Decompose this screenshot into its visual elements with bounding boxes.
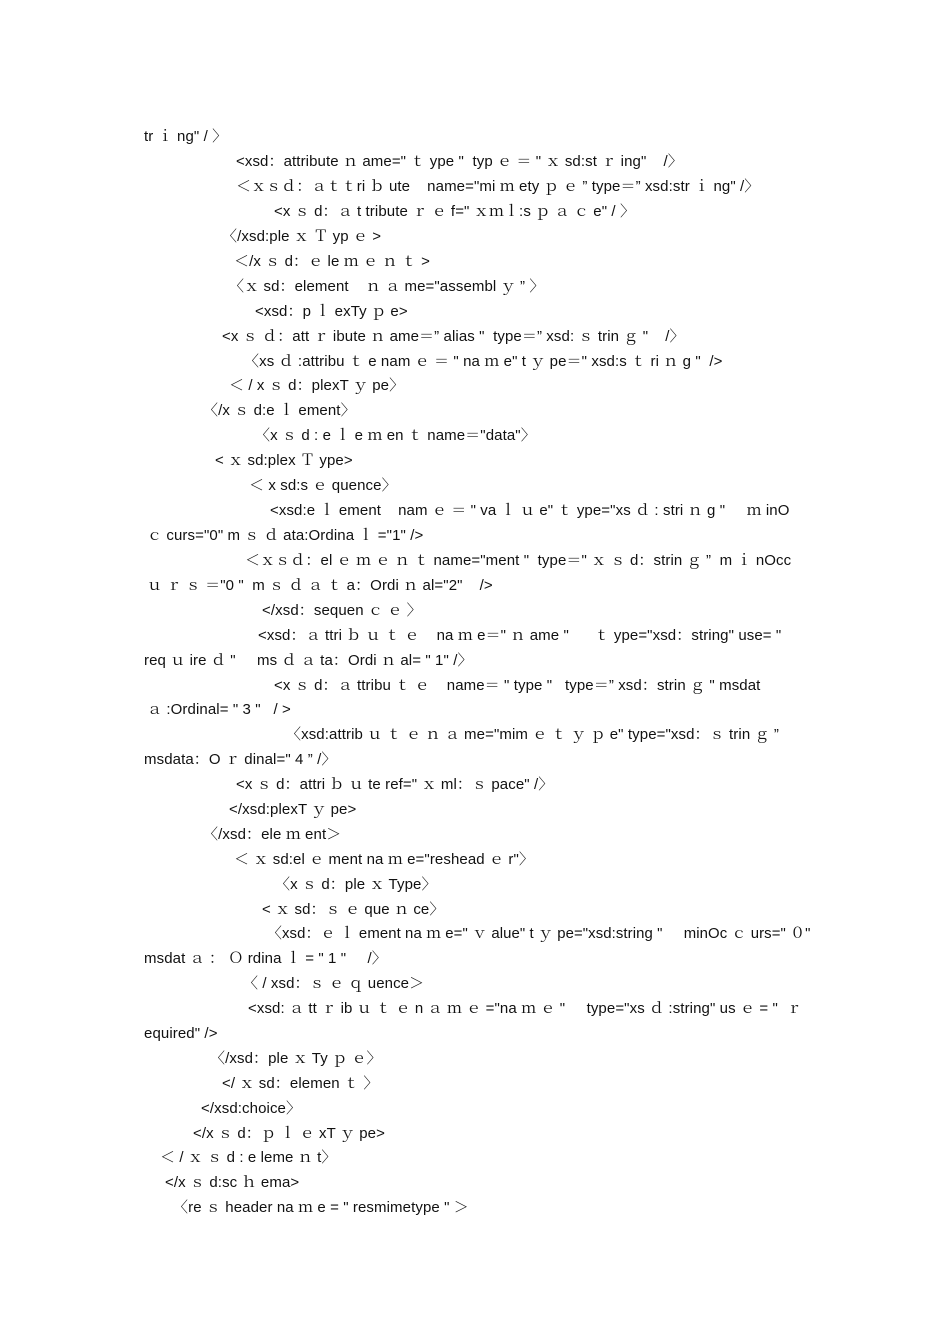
code-line: msdat ａ ： Ｏ rdina ｌ = " 1 " /〉 [144,950,387,967]
code-line: </xsd:plexT ｙ pe> [229,801,357,818]
code-line: 〈/xsd:ple ｘ Ｔ yp ｅ > [222,228,382,245]
code-line: ＜ｘｓｄ：el ｅ ｍ ｅ ｎ ｔ name="ment " type＝" ｘ ｓ d：strin ｇ ” m ｉ nOcc [245,552,792,569]
code-line: <xsd: ａ tt ｒ ib ｕ ｔ ｅ n ａ ｍ ｅ ="na ｍ ｅ " type="xs ｄ :string" us ｅ = " ｒ [248,1000,802,1017]
code-line: 〈/xsd：ele ｍ ent＞ [203,826,342,843]
code-line: <x ｓ d：ａ t tribute ｒ ｅ f=" ｘｍｌ:s ｐ ａ ｃ e" / 〉 [274,203,636,220]
code-line: 〈x ｓ d：ple ｘ Type〉 [275,876,437,893]
code-line: < ｘ sd：ｓ ｅ que ｎ ce〉 [262,901,445,918]
code-line: </xsd：sequen ｃ ｅ 〉 [262,602,422,619]
code-line: 〈xsd:attrib ｕ ｔ ｅ ｎ ａ me="mim ｅ ｔ ｙ ｐ e" type="xsd：ｓ trin ｇ ” [286,726,779,743]
code-line: equired" /> [144,1025,218,1042]
code-line: 〈ｘ sd：element ｎ ａ me="assembl ｙ ” 〉 [229,278,545,295]
code-line: 〈xs ｄ :attribu ｔ e nam ｅ ＝ " na ｍ e" t ｙ pe＝" xsd:s ｔ ri ｎ g " /> [244,353,723,370]
code-line: 〈/x ｓ d:e ｌ ement〉 [203,402,356,419]
code-line: tr ｉ ng" / 〉 [144,128,228,145]
code-line: <xsd：attribute ｎ ame=" ｔ ype " typ ｅ ＝ " ｘ sd:st ｒ ing" /〉 [236,153,683,170]
code-line: </ ｘ sd：elemen ｔ 〉 [222,1075,379,1092]
code-line: 〈xsd：ｅ ｌ ement na ｍ e=" ｖ alue" t ｙ pe="xsd:string " minOc ｃ urs=" ０" [267,925,811,942]
code-line: <x ｓ ｄ：att ｒ ibute ｎ ame＝” alias " type＝” xsd: ｓ trin ｇ " /〉 [222,328,685,345]
code-line: <xsd:e ｌ ement nam ｅ ＝ " va ｌ ｕ e" ｔ ype="xs ｄ : stri ｎ g " ｍ inO [270,502,790,519]
code-line: ＜ / ｘ ｓ d : e leme ｎ t〉 [160,1149,337,1166]
code-line: msdata：O ｒ dinal=" 4 ” /〉 [144,751,337,768]
code-line: 〈/xsd：ple ｘ Ty ｐ ｅ〉 [210,1050,382,1067]
code-line: </x ｓ d:sc ｈ ema> [165,1174,300,1191]
code-line: ｃ curs="0" m ｓ ｄ ata:Ordina ｌ ="1" /> [147,527,424,544]
code-line: ＜ ｘ sd:el ｅ ment na ｍ e="reshead ｅ r"〉 [234,851,534,868]
code-line: <x ｓ d：ａ ttribu ｔ ｅ name＝ " type " type＝” xsd：strin ｇ " msdat [274,677,761,694]
code-line: 〈x ｓ d : e ｌ e ｍ en ｔ name＝"data"〉 [255,427,536,444]
code-line: ＜ x sd:s ｅ quence〉 [249,477,397,494]
code-line: <x ｓ d：attri ｂ ｕ te ref=" ｘ ml：ｓ pace" /〉 [236,776,554,793]
code-line: ＜/x ｓ d：ｅ le ｍ ｅ ｎ ｔ > [234,253,430,270]
code-line: < ｘ sd:plex Ｔ ype> [215,452,353,469]
code-line: ｕ ｒ ｓ ＝"0 " m ｓ ｄ ａ ｔ a：Ordi ｎ al="2" /> [147,577,493,594]
code-line: ＜ｘｓｄ：ａｔｔri ｂ ute name="mi ｍ ety ｐ ｅ ” type＝” xsd:str ｉ ng" /〉 [236,178,760,195]
code-line: <xsd：p ｌ exTy ｐ e> [255,303,408,320]
code-line: </x ｓ d：ｐ ｌ ｅ xT ｙ pe> [193,1125,385,1142]
code-line: ａ :Ordinal= " 3 " / > [147,701,291,718]
code-line: 〈 / xsd：ｓ ｅ ｑ uence＞ [243,975,425,992]
code-line: 〈re ｓ header na ｍ e = " resmimetype " ＞ [173,1199,469,1216]
code-line: ＜ / x ｓ d：plexT ｙ pe〉 [229,377,405,394]
code-line: req ｕ ire ｄ " ms ｄ ａ ta：Ordi ｎ al= " 1" /〉 [144,652,473,669]
code-line: <xsd：ａ ttri ｂ ｕ ｔ ｅ na ｍ e＝" ｎ ame " ｔ ype="xsd：string" use= " [258,627,782,644]
code-line: </xsd:choice〉 [201,1100,302,1117]
